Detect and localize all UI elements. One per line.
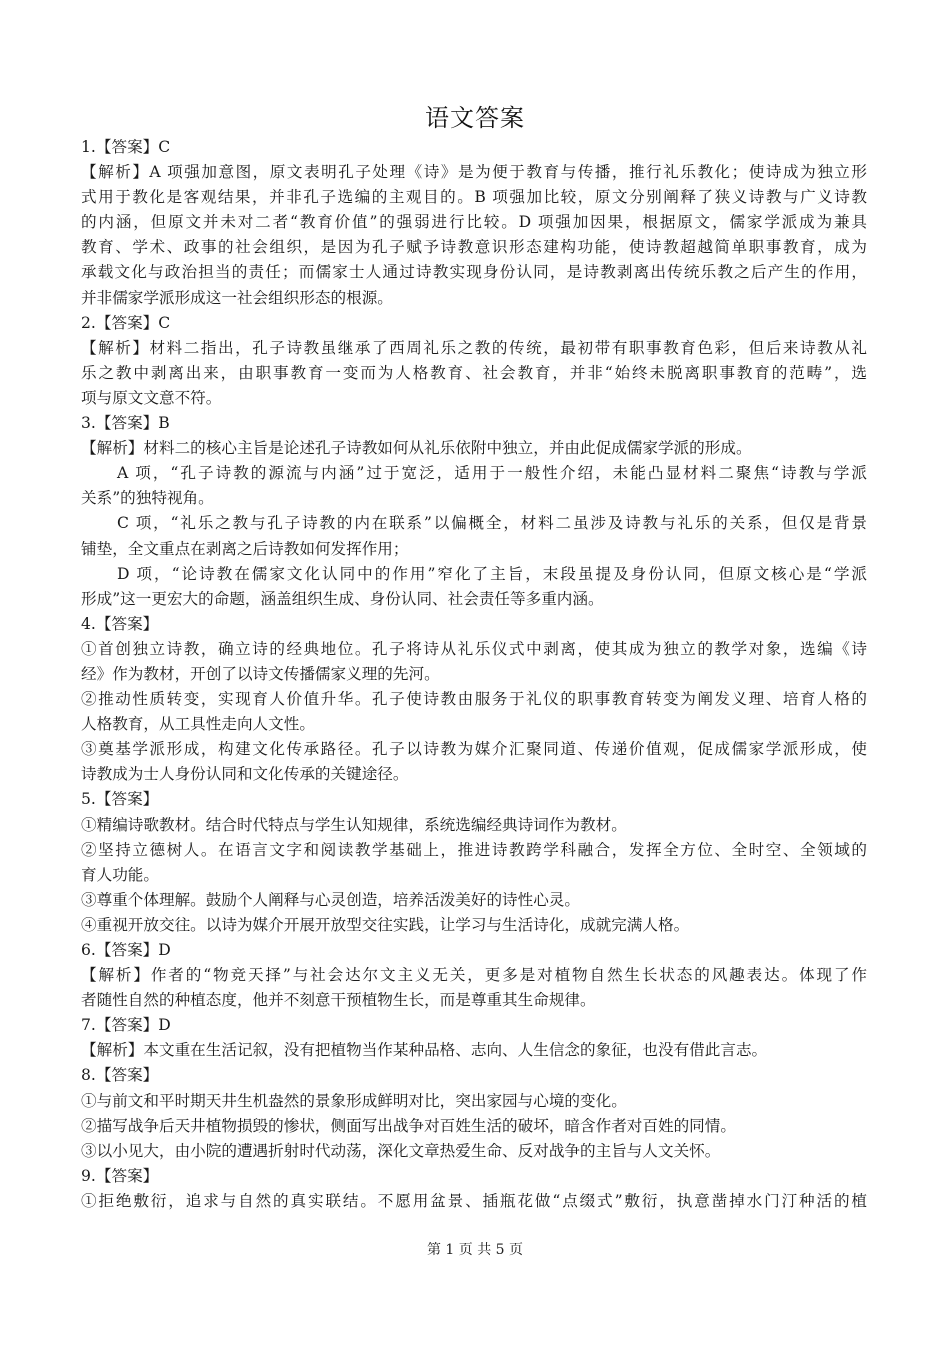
text-line: ②坚持立德树人。在语言文字和阅读教学基础上，推进诗教跨学科融合，发挥全方位、全时空、全领域的 xyxy=(81,840,867,859)
text-line: 2.【答案】C xyxy=(81,313,171,332)
text-line: 项与原文文意不符。 xyxy=(81,388,222,407)
text-line: ④重视开放交往。以诗为媒介开展开放型交往实践，让学习与生活诗化，成就完满人格。 xyxy=(81,915,690,934)
text-line: 的内涵，但原文并未对二者“教育价值”的强弱进行比较。D 项强加因果，根据原文，儒家学派成为兼具 xyxy=(81,213,867,232)
text-line: 教育、学术、政事的社会组织，是因为孔子赋予诗教意识形态建构功能，使诗教超越简单职事教育，成为 xyxy=(81,238,867,257)
text-line: ②推动性质转变，实现育人价值升华。孔子使诗教由服务于礼仪的职事教育转变为阐发义理、培育人格的 xyxy=(81,690,867,709)
text-line: ③尊重个体理解。鼓励个人阐释与心灵创造，培养活泼美好的诗性心灵。 xyxy=(81,890,581,909)
text-line: 经》作为教材，开创了以诗文传播儒家义理的先河。 xyxy=(81,664,440,683)
text-line: 7.【答案】D xyxy=(81,1016,171,1035)
text-line: 并非儒家学派形成这一社会组织形态的根源。 xyxy=(81,288,393,307)
text-line: 4.【答案】 xyxy=(81,614,159,633)
text-line: D 项，“论诗教在儒家文化认同中的作用”窄化了主旨，末段虽提及身份认同，但原文核心是“学派 xyxy=(117,564,867,583)
text-line: 人格教育，从工具性走向人文性。 xyxy=(81,715,315,734)
page-footer: 第 1 页 共 5 页 xyxy=(426,1242,524,1258)
text-line: 铺垫，全文重点在剥离之后诗教如何发挥作用； xyxy=(81,539,409,558)
text-line: ③以小见大，由小院的遭遇折射时代动荡，深化文章热爱生命、反对战争的主旨与人文关怀。 xyxy=(81,1141,721,1160)
text-line: C 项，“礼乐之教与孔子诗教的内在联系”以偏概全，材料二虽涉及诗教与礼乐的关系，但仅是背景 xyxy=(117,514,867,533)
text-line: 1.【答案】C xyxy=(81,138,171,156)
text-line: 式用于教化是客观结果，并非孔子选编的主观目的。B 项强加比较，原文分别阐释了狭义诗教与广义诗教 xyxy=(81,188,867,207)
text-line: A 项，“孔子诗教的源流与内涵”过于宽泛，适用于一般性介绍，未能凸显材料二聚焦“诗教与学派 xyxy=(117,464,867,483)
text-line: ②描写战争后天井植物损毁的惨状，侧面写出战争对百姓生活的破坏，暗含作者对百姓的同情。 xyxy=(81,1116,736,1135)
text-line: 【解析】作者的“物竞天择”与社会达尔文主义无关，更多是对植物自然生长状态的风趣表达。体现了作 xyxy=(81,966,867,985)
text-line: 【解析】材料二的核心主旨是论述孔子诗教如何从礼乐依附中独立，并由此促成儒家学派的形成。 xyxy=(81,439,752,458)
text-line: 者随性自然的种植态度，他并不刻意干预植物生长，而是尊重其生命规律。 xyxy=(81,991,596,1010)
text-line: 5.【答案】 xyxy=(81,790,159,809)
text-line: 【解析】材料二指出，孔子诗教虽继承了西周礼乐之教的传统，最初带有职事教育色彩，但后来诗教从礼 xyxy=(81,338,867,357)
text-line: ①首创独立诗教，确立诗的经典地位。孔子将诗从礼乐仪式中剥离，使其成为独立的教学对象，选编《诗 xyxy=(81,639,867,658)
text-line: ①拒绝敷衍，追求与自然的真实联结。不愿用盆景、插瓶花做“点缀式”敷衍，执意凿掉水门汀种活的植 xyxy=(81,1191,867,1210)
text-line: 【解析】A 项强加意图，原文表明孔子处理《诗》是为便于教育与传播，推行礼乐教化；使诗成为独立形 xyxy=(81,163,867,182)
text-line: 育人功能。 xyxy=(81,865,159,884)
text-line: 8.【答案】 xyxy=(81,1066,159,1085)
text-line: ①精编诗歌教材。结合时代特点与学生认知规律，系统选编经典诗词作为教材。 xyxy=(81,815,627,834)
text-line: 诗教成为士人身份认同和文化传承的关键途径。 xyxy=(81,765,409,784)
answer-content xyxy=(81,135,867,1214)
text-line: 关系”的独特视角。 xyxy=(81,489,214,508)
text-line: 乐之教中剥离出来，由职事教育一变而为人格教育、社会教育，并非“始终未脱离职事教育的范畴”，选 xyxy=(81,363,867,382)
text-line: 9.【答案】 xyxy=(81,1166,159,1185)
text-line: 3.【答案】B xyxy=(81,414,170,433)
text-line: ①与前文和平时期天井生机盎然的景象形成鲜明对比，突出家园与心境的变化。 xyxy=(81,1091,627,1110)
text-line: 承载文化与政治担当的责任；而儒家士人通过诗教实现身份认同，是诗教剥离出传统乐教之后产生的作用， xyxy=(81,263,867,282)
text-line: 形成”这一更宏大的命题，涵盖组织生成、身份认同、社会责任等多重内涵。 xyxy=(81,589,604,608)
text-line: 【解析】本文重在生活记叙，没有把植物当作某种品格、志向、人生信念的象征，也没有借此言志。 xyxy=(81,1041,768,1060)
document-title: 语文答案 xyxy=(425,104,525,132)
text-line: ③奠基学派形成，构建文化传承路径。孔子以诗教为媒介汇聚同道、传递价值观，促成儒家学派形成，使 xyxy=(81,740,867,759)
text-line: 6.【答案】D xyxy=(81,941,171,959)
